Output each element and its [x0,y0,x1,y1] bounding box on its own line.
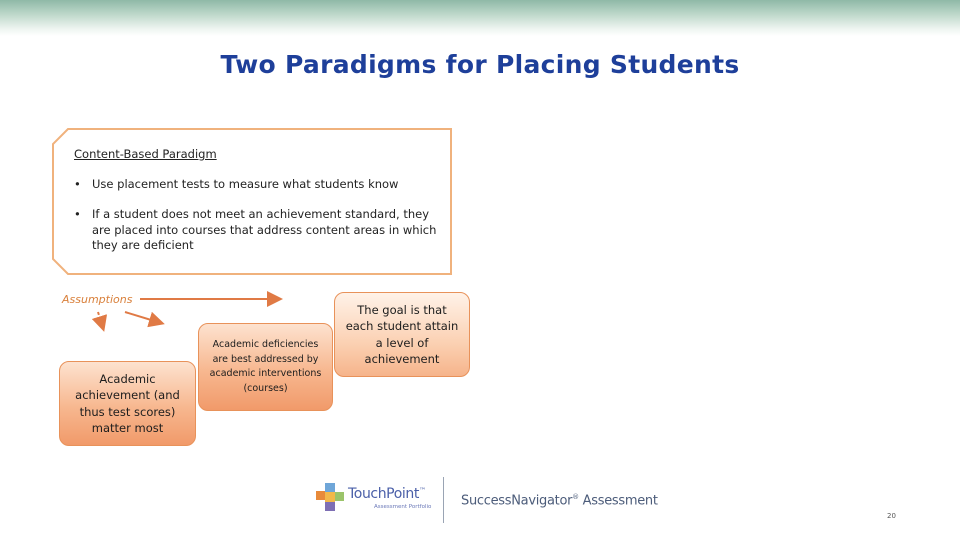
assumption-box-goal: The goal is that each student attain a level of achievement [334,292,470,377]
footer-logos [316,477,656,527]
bullet-text: If a student does not meet an achievement standard, they are placed into courses that address content areas in which they are deficient [92,207,437,252]
arrow-to-box-a [98,312,103,328]
bullet-dot: • [74,207,81,221]
touchpoint-logo-icon [316,481,346,513]
logo-divider [443,477,444,523]
successnavigator-logo-text: SuccessNavigator® Assessment [461,493,658,509]
slide-title: Two Paradigms for Placing Students [220,50,740,79]
arrow-to-box-b [125,312,161,323]
touchpoint-logo-subtitle: Assessment Portfolio [374,504,432,510]
content-paradigm-heading: Content-Based Paradigm [74,147,217,161]
bullet-dot: • [74,177,81,191]
assumption-box-interventions: Academic deficiencies are best addressed by academic interventions (courses) [198,323,333,411]
assumption-box-achievement: Academic achievement (and thus test scores) matter most [59,361,196,446]
page-number: 20 [887,512,896,520]
touchpoint-logo-text: TouchPoint™ [348,486,426,502]
bullet-text: Use placement tests to measure what students know [92,177,399,191]
assumptions-label: Assumptions [62,293,133,306]
